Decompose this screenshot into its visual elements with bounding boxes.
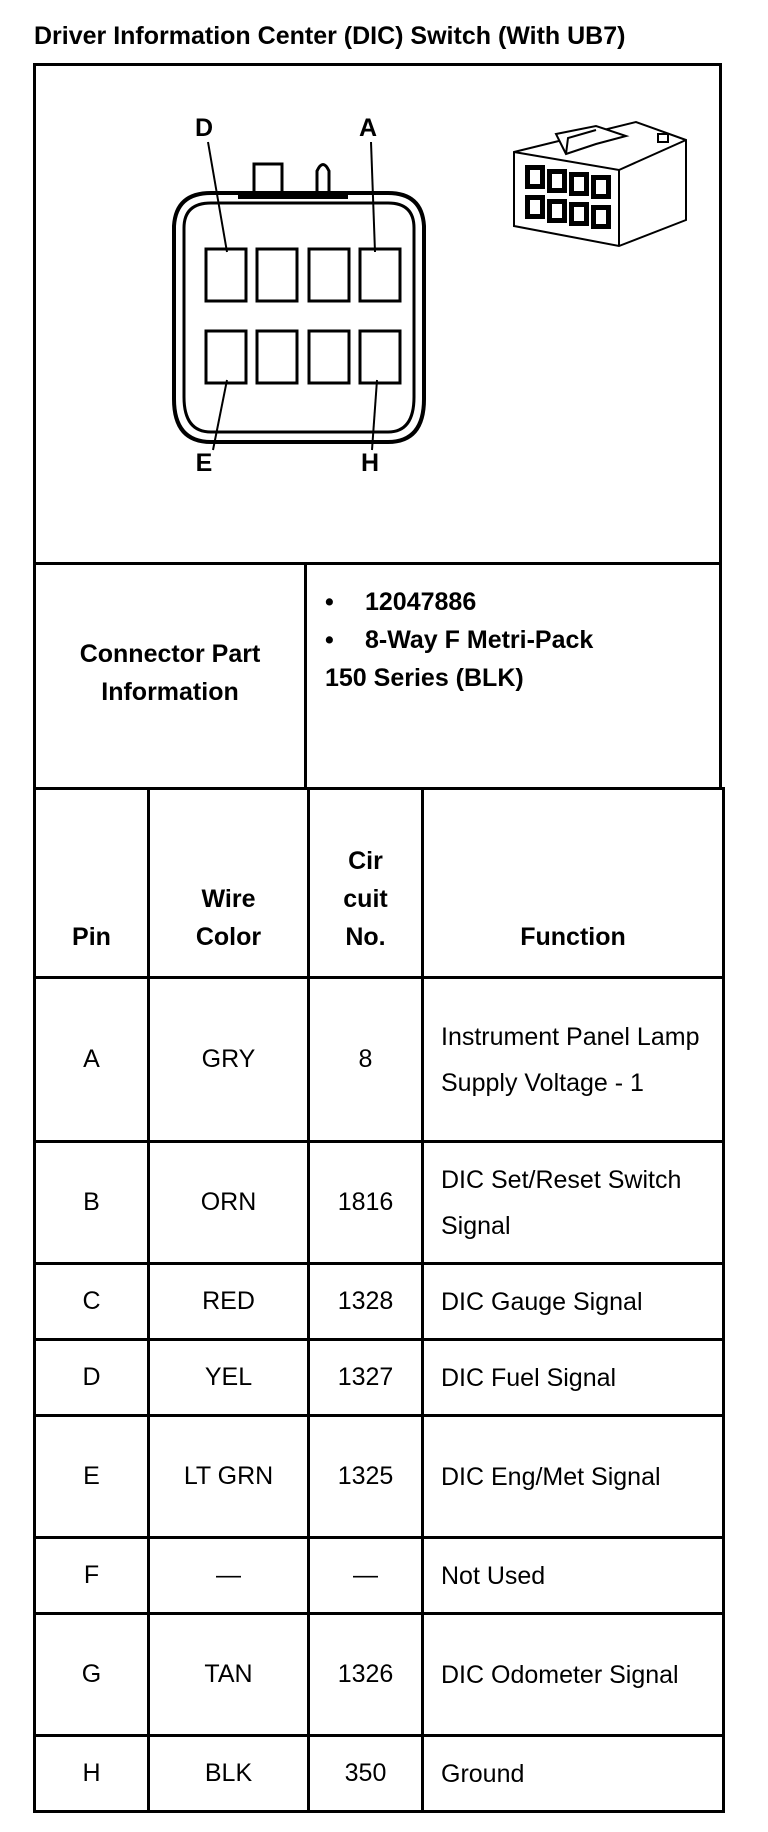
- cavity-d: [206, 249, 246, 301]
- connector-part-label: [36, 565, 307, 790]
- cell-function: Ground: [423, 1736, 724, 1812]
- cavity-h: [360, 331, 400, 383]
- bullet-icon: •: [325, 626, 334, 654]
- table-row: [35, 1416, 724, 1538]
- connector-label-line1: Connector Part: [79, 639, 261, 668]
- cell-function: DIC Gauge Signal: [423, 1264, 724, 1340]
- header-function: Function: [423, 789, 724, 978]
- cell-wire-color: —: [149, 1538, 309, 1614]
- header-circuit-no: Cir cuit No.: [309, 789, 423, 978]
- connector-label-line2: Information: [101, 677, 239, 706]
- table-row: [35, 1538, 724, 1614]
- pin-label-a: A: [358, 114, 378, 142]
- cell-circuit: 1326: [309, 1614, 423, 1736]
- connector-top-band: [238, 193, 348, 199]
- cell-pin: G: [35, 1614, 149, 1736]
- page-title: Driver Information Center (DIC) Switch (With UB7): [34, 22, 626, 50]
- cell-wire-color: GRY: [149, 978, 309, 1142]
- connector-type: 8-Way F Metri-Pack: [365, 626, 594, 654]
- cell-pin: B: [35, 1142, 149, 1264]
- cell-function: Instrument Panel Lamp Supply Voltage - 1: [423, 978, 724, 1142]
- cell-function: DIC Set/Reset Switch Signal: [423, 1142, 724, 1264]
- cell-circuit: 8: [309, 978, 423, 1142]
- table-header-row: [35, 789, 724, 978]
- connector-part-info: [33, 562, 722, 790]
- cell-function: Not Used: [423, 1538, 724, 1614]
- part-number-item: [325, 583, 719, 621]
- header-wire-color: Wire Color: [149, 789, 309, 978]
- pin-label-h: H: [360, 449, 380, 477]
- connector-type-item: [325, 621, 719, 659]
- cavity-e: [206, 331, 246, 383]
- cell-circuit: 1327: [309, 1340, 423, 1416]
- cell-function: DIC Eng/Met Signal: [423, 1416, 724, 1538]
- connector-3d-icon: [514, 122, 686, 246]
- cell-wire-color: BLK: [149, 1736, 309, 1812]
- cell-function: DIC Odometer Signal: [423, 1614, 724, 1736]
- cavity-c: [257, 249, 297, 301]
- table-row: [35, 1614, 724, 1736]
- pinout-table: [33, 787, 725, 1813]
- part-number: 12047886: [365, 588, 477, 616]
- cell-circuit: 1816: [309, 1142, 423, 1264]
- connector-part-details: [307, 565, 719, 790]
- cell-wire-color: LT GRN: [149, 1416, 309, 1538]
- cavity-a: [360, 249, 400, 301]
- cell-wire-color: YEL: [149, 1340, 309, 1416]
- cell-pin: E: [35, 1416, 149, 1538]
- pin-label-d: D: [194, 114, 214, 142]
- cell-wire-color: ORN: [149, 1142, 309, 1264]
- cell-wire-color: TAN: [149, 1614, 309, 1736]
- header-pin: Pin: [35, 789, 149, 978]
- cell-pin: A: [35, 978, 149, 1142]
- cell-pin: D: [35, 1340, 149, 1416]
- connector-outline: [174, 193, 424, 442]
- cell-pin: H: [35, 1736, 149, 1812]
- cell-pin: C: [35, 1264, 149, 1340]
- table-row: [35, 1340, 724, 1416]
- cavity-f: [257, 331, 297, 383]
- connector-face-diagram: [36, 66, 719, 565]
- cell-circuit: 1325: [309, 1416, 423, 1538]
- cell-circuit: 1328: [309, 1264, 423, 1340]
- cavity-b: [309, 249, 349, 301]
- cell-pin: F: [35, 1538, 149, 1614]
- table-row: [35, 1142, 724, 1264]
- connector-diagram-panel: [33, 63, 722, 565]
- connector-series: 150 Series (BLK): [325, 664, 524, 692]
- cell-circuit: 350: [309, 1736, 423, 1812]
- cavity-g: [309, 331, 349, 383]
- bullet-icon: •: [325, 588, 334, 616]
- table-row: [35, 1736, 724, 1812]
- cell-wire-color: RED: [149, 1264, 309, 1340]
- cell-function: DIC Fuel Signal: [423, 1340, 724, 1416]
- table-row: [35, 1264, 724, 1340]
- table-row: [35, 978, 724, 1142]
- cell-circuit: —: [309, 1538, 423, 1614]
- pin-label-e: E: [195, 449, 213, 477]
